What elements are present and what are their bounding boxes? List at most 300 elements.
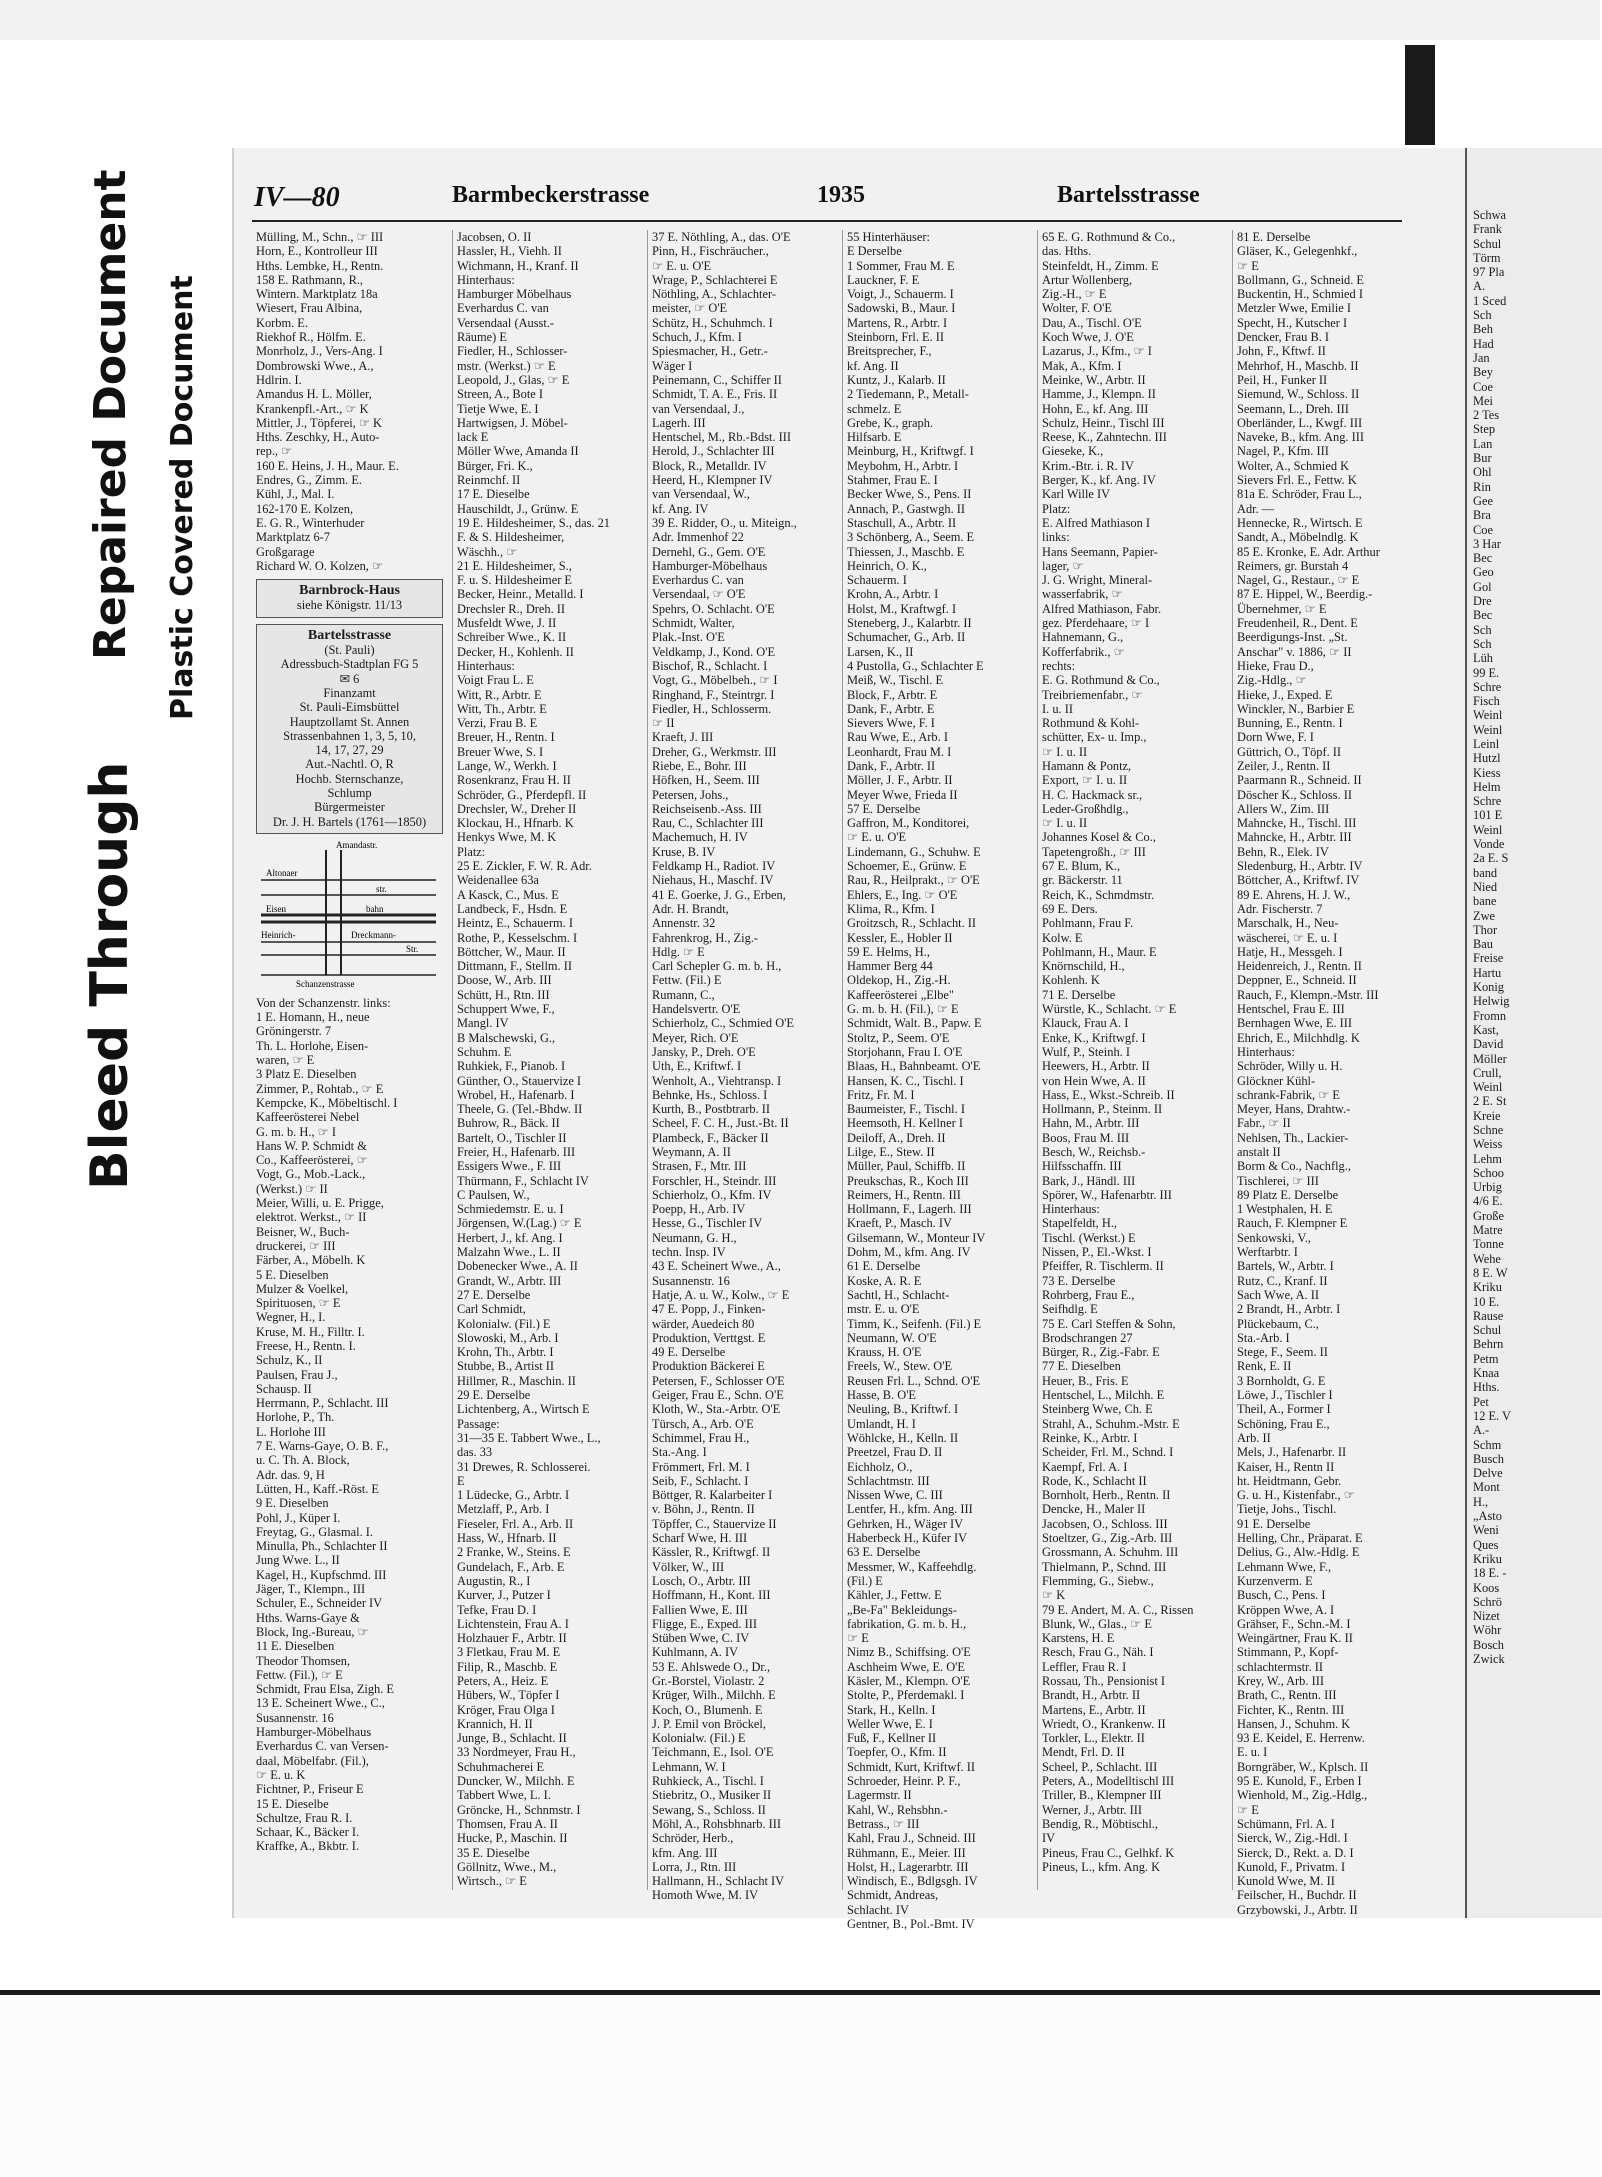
directory-entry: Steneberg, J., Kalarbtr. II (847, 616, 972, 631)
directory-entry: Monrholz, J., Vers-Ang. I (256, 344, 383, 359)
directory-entry: Kuntz, J., Kalarb. II (847, 372, 946, 387)
facing-page-fragment: Schul (1473, 236, 1502, 251)
directory-entry: Wulf, P., Steinh. I (1042, 1044, 1130, 1059)
directory-entry: Zimmer, P., Rohtab., ☞ E (256, 1081, 384, 1096)
facing-page-fragment: Mei (1473, 393, 1493, 408)
directory-entry: 160 E. Heins, J. H., Maur. E. (256, 458, 399, 473)
directory-entry: Wrage, P., Schlachterei E (652, 272, 778, 287)
directory-entry: Fuß, F., Kellner II (847, 1731, 937, 1746)
directory-entry: Hths. Warns-Gaye & (256, 1610, 360, 1625)
directory-entry: Stiebritz, O., Musiker II (652, 1788, 772, 1803)
directory-entry: Witt, R., Arbtr. E (457, 687, 542, 702)
directory-entry: druckerei, ☞ III (256, 1238, 336, 1253)
directory-entry: Handelsvertr. O'E (652, 1002, 741, 1017)
directory-entry: 31 Drewes, R. Schlosserei. (457, 1459, 591, 1474)
facing-page-fragment: H., (1473, 1494, 1489, 1509)
info-line: Hochb. Sternschanze, (295, 771, 404, 786)
directory-entry: Brodschrangen 27 (1042, 1330, 1133, 1345)
directory-entry: 1 Lüdecke, G., Arbtr. I (457, 1488, 570, 1503)
bartelsstrasse-title: Bartelsstrasse (307, 627, 392, 643)
directory-entry: Baumeister, F., Tischl. I (847, 1102, 965, 1117)
directory-entry: Torkler, L., Elektr. II (1042, 1731, 1145, 1746)
directory-entry: Feldkamp H., Radiot. IV (652, 859, 776, 874)
facing-page-fragment: Bec (1473, 551, 1493, 566)
directory-entry: Übernehmer, ☞ E (1237, 601, 1327, 616)
facing-page-fragment: Busch (1473, 1451, 1504, 1466)
directory-entry: Wolter, F. O'E (1042, 301, 1112, 316)
directory-entry: G. m. b. H. (Fil.), ☞ E (847, 1002, 959, 1017)
facing-page-fragment: Kriku (1473, 1551, 1502, 1566)
directory-entry: H. C. Hackmack sr., (1042, 787, 1143, 802)
directory-entry: Fettw. (Fil.) E (652, 973, 722, 988)
facing-page-fragment: Matre (1473, 1223, 1503, 1238)
directory-entry: 65 E. G. Rothmund & Co., (1042, 230, 1176, 244)
directory-entry: Hahnemann, G., (1042, 630, 1124, 645)
directory-entry: Kraeft, P., Masch. IV (847, 1216, 952, 1231)
directory-entry: Amandus H. L. Möller, (256, 387, 372, 402)
directory-entry: Pineus, Frau C., Gelhkf. K (1042, 1845, 1175, 1860)
directory-entry: Naveke, B., kfm. Ang. III (1237, 430, 1364, 445)
facing-page-fragment: Lan (1473, 436, 1493, 451)
directory-entry: Rau, C., Schlachter III (652, 816, 764, 831)
facing-page-fragment: Weinl (1473, 1080, 1503, 1095)
directory-entry: Beerdigungs-Inst. „St. (1237, 630, 1348, 645)
map-label-bahn: bahn (366, 903, 384, 914)
facing-page-fragment: bane (1473, 894, 1497, 909)
directory-entry: Holzhauer F., Arbtr. II (457, 1631, 567, 1646)
directory-entry: Meyer, Rich. O'E (652, 1030, 739, 1045)
directory-entry: Hatje, A. u. W., Kolw., ☞ E (652, 1287, 790, 1302)
facing-page-fragment: Thor (1473, 922, 1498, 937)
directory-entry: von Hein Wwe, A. II (1042, 1073, 1146, 1088)
directory-entry: Zig.-H., ☞ E (1042, 287, 1107, 302)
directory-entry: Lehmann, W. I (652, 1759, 726, 1774)
directory-entry: Hennecke, R., Wirtsch. E (1237, 515, 1363, 530)
directory-entry: 27 E. Derselbe (457, 1287, 531, 1302)
directory-entry: Paulsen, Frau J., (256, 1367, 338, 1382)
directory-entry: Sewang, S., Schloss. II (652, 1802, 766, 1817)
directory-entry: Flemming, G., Siebw., (1042, 1573, 1154, 1588)
directory-entry: Boos, Frau M. III (1042, 1130, 1130, 1145)
directory-entry: Von der Schanzenstr. links: (256, 995, 391, 1010)
directory-entry: Gläser, K., Gelegenhkf., (1237, 244, 1358, 259)
directory-entry: Rode, K., Schlacht II (1042, 1473, 1147, 1488)
directory-entry: Dohm, M., kfm. Ang. IV (847, 1245, 971, 1260)
directory-entry: Deppner, E., Schneid. II (1237, 973, 1357, 988)
directory-entry: 162-170 E. Kolzen, (256, 501, 354, 516)
directory-entry: Weymann, A. II (652, 1145, 731, 1159)
directory-entry: Schultze, Frau R. I. (256, 1810, 353, 1825)
directory-entry: 41 E. Goerke, J. G., Erben, (652, 887, 786, 902)
directory-entry: Kurzenverm. E (1237, 1573, 1313, 1588)
directory-entry: Grzybowski, J., Arbtr. II (1237, 1902, 1358, 1917)
directory-entry: Bartelt, O., Tischler II (457, 1130, 567, 1145)
facing-page-fragment: Wehe (1473, 1251, 1501, 1266)
directory-entry: Gieseke, K., (1042, 444, 1104, 459)
directory-entry: Kuhlmann, A. IV (652, 1645, 739, 1660)
directory-entry: Sierck, W., Zig.-Hdl. I (1237, 1831, 1348, 1846)
directory-entry: J. P. Emil von Bröckel, (652, 1716, 766, 1731)
directory-entry: Thielmann, P., Schnd. III (1042, 1559, 1167, 1574)
directory-entry: waren, ☞ E (256, 1053, 315, 1068)
directory-entry: Bunning, E., Rentn. I (1237, 716, 1343, 731)
directory-entry: Karstens, H. E (1042, 1631, 1115, 1646)
directory-entry: Arb. II (1237, 1430, 1271, 1445)
directory-entry: Tischlerei, ☞ III (1237, 1173, 1319, 1188)
directory-entry: ☞ K (1042, 1588, 1066, 1603)
directory-entry: ☞ E (847, 1631, 869, 1646)
directory-entry: Produktion, Verttgst. E (652, 1330, 766, 1345)
street-heading-right: Bartelsstrasse (1057, 182, 1200, 208)
directory-entry: Schierholz, C., Schmied O'E (652, 1016, 794, 1031)
facing-page-fragment: Schoo (1473, 1165, 1504, 1180)
directory-entry: Hdlg. ☞ E (652, 944, 705, 959)
facing-page-fragment: Helm (1473, 779, 1501, 794)
directory-entry: Ringhand, F., Steintrgr. I (652, 687, 775, 702)
directory-entry: Rumann, C., (652, 987, 715, 1002)
directory-entry: 7 E. Warns-Gaye, O. B. F., (256, 1439, 389, 1454)
directory-entry: 17 E. Dieselbe (457, 487, 530, 502)
directory-entry: Rothmund & Kohl- (1042, 716, 1140, 731)
barnbrock-haus-box (256, 579, 443, 618)
facing-page-fragment: Rin (1473, 479, 1491, 494)
directory-entry: Theele, G. (Tel.-Bhdw. II (457, 1102, 583, 1117)
directory-entry: Hübers, W., Töpfer I (457, 1688, 560, 1703)
directory-entry: Tietje, Johs., Tischl. (1237, 1502, 1337, 1517)
column-1 (252, 230, 447, 1890)
facing-page-fragment: 2a E. S (1473, 851, 1509, 866)
barnbrock-ref: siehe Königstr. 11/13 (296, 598, 403, 613)
directory-entry: Spirituosen, ☞ E (256, 1296, 341, 1311)
directory-entry: Block, Ing.-Bureau, ☞ (256, 1624, 369, 1639)
directory-entry: Borm & Co., Nachflg., (1237, 1159, 1351, 1174)
directory-entry: Marktplatz 6-7 (256, 530, 330, 545)
directory-entry: Allers W., Zim. III (1237, 801, 1330, 816)
directory-entry: Neuling, B., Kriftwf. I (847, 1402, 959, 1417)
directory-entry: Peinemann, C., Schiffer II (652, 372, 782, 387)
directory-entry: Schulz, Heinr., Tischl III (1042, 415, 1165, 430)
info-line: Adressbuch-Stadtplan FG 5 (280, 657, 419, 672)
directory-entry: Siemund, W., Schloss. II (1237, 387, 1360, 402)
directory-entry: Pohl, J., Küper I. (256, 1510, 341, 1525)
directory-entry: Rutz, C., Kranf. II (1237, 1273, 1328, 1288)
directory-entry: Resch, Frau G., Näh. I (1042, 1645, 1154, 1660)
directory-entry: Grossmann, A. Schuhm. III (1042, 1545, 1179, 1560)
directory-entry: Fettw. (Fil.), ☞ E (256, 1667, 343, 1682)
directory-entry: Lange, W., Werkh. I (457, 758, 557, 773)
directory-entry: mstr. E. u. O'E (847, 1302, 920, 1317)
directory-entry: Lorra, J., Rtn. III (652, 1859, 737, 1874)
map-label-heinrich: Heinrich- (261, 929, 296, 940)
directory-entry: Geiger, Frau E., Schn. O'E (652, 1388, 784, 1403)
directory-entry: Sachtl, H., Schlacht- (847, 1287, 950, 1302)
facing-page-fragment: Freise (1473, 951, 1504, 966)
directory-entry: Großgarage (256, 544, 315, 559)
directory-entry: Hasse, B. O'E (847, 1388, 916, 1403)
directory-entry: Hansen, K. C., Tischl. I (847, 1073, 964, 1088)
directory-entry: Krohn, A., Arbtr. I (847, 587, 939, 602)
facing-page-fragment: Ohl (1473, 465, 1492, 480)
directory-entry: Paarmann R., Schneid. II (1237, 773, 1362, 788)
directory-entry: 2 Brandt, H., Arbtr. I (1237, 1302, 1341, 1317)
directory-entry: Scheel, P., Schlacht. III (1042, 1759, 1158, 1774)
directory-entry: Hinterhaus: (457, 272, 515, 287)
directory-entry: mstr. (Werkst.) ☞ E (457, 358, 556, 373)
directory-entry: F. & S. Hildesheimer, (457, 530, 565, 545)
facing-page-fragment: Ques (1473, 1537, 1499, 1552)
directory-entry: Krauss, H. O'E (847, 1345, 922, 1360)
directory-entry: Dorn Wwe, F. I (1237, 730, 1314, 745)
directory-entry: J. G. Wright, Mineral- (1042, 573, 1153, 588)
directory-entry: Neumann, G. H., (652, 1230, 737, 1245)
directory-entry: Nöthling, A., Schlachter- (652, 287, 776, 302)
directory-entry: Kohlenh. K (1042, 973, 1100, 988)
directory-entry: Co., Kaffeerösterei, ☞ (256, 1153, 368, 1168)
directory-entry: Kraffke, A., Bkbtr. I. (256, 1839, 360, 1854)
facing-page-fragment: Bau (1473, 937, 1493, 952)
directory-entry: ☞ I. u. II (1042, 816, 1088, 831)
directory-entry: Seifhdlg. E (1042, 1302, 1098, 1317)
directory-entry: Ruhkieck, A., Tischl. I (652, 1774, 764, 1789)
facing-page-fragment: 101 E (1473, 808, 1503, 823)
directory-entry: Produktion Bäckerei E (652, 1359, 765, 1374)
directory-entry: Behnke, Hs., Schloss. I (652, 1087, 768, 1102)
directory-entry: Hths. Zeschky, H., Auto- (256, 430, 380, 445)
directory-entry: Jung Wwe. L., II (256, 1553, 340, 1568)
directory-entry: 63 E. Derselbe (847, 1545, 921, 1560)
facing-page-fragment: Helwig (1473, 994, 1510, 1009)
directory-entry: Heewers, H., Arbtr. II (1042, 1059, 1150, 1074)
directory-entry: Lentfer, H., kfm. Ang. III (847, 1502, 973, 1517)
directory-entry: Plambeck, F., Bäcker II (652, 1130, 769, 1145)
facing-page-fragment: Rause (1473, 1308, 1504, 1323)
directory-entry: Krohn, Th., Arbtr. I (457, 1345, 554, 1360)
directory-entry: Meinburg, H., Kriftwgf. I (847, 444, 974, 459)
directory-entry: Staschull, A., Arbtr. II (847, 515, 957, 530)
directory-entry: 95 E. Kunold, F., Erben I (1237, 1774, 1362, 1789)
directory-entry: Mak, A., Kfm. I (1042, 358, 1122, 373)
directory-entry: Kröppen Wwe, A. I (1237, 1602, 1335, 1617)
directory-entry: Preetzel, Frau D. II (847, 1445, 943, 1460)
directory-entry: 81 E. Derselbe (1237, 230, 1311, 244)
directory-entry: Fiedler, H., Schlosser- (457, 344, 568, 359)
directory-entry: u. C. Th. A. Block, (256, 1453, 350, 1468)
directory-entry: Rau Wwe, E., Arb. I (847, 730, 948, 745)
directory-entry: Berger, K., kf. Ang. IV (1042, 473, 1156, 488)
directory-entry: Schuppert Wwe, F., (457, 1002, 555, 1017)
facing-page-fragment: Beh (1473, 322, 1493, 337)
directory-entry: Koske, A. R. E (847, 1273, 922, 1288)
directory-entry: Hamburger-Möbelhaus (256, 1725, 372, 1740)
directory-entry: Fieseler, Frl. A., Arb. II (457, 1516, 574, 1531)
directory-entry: Hentschel, M., Rb.-Bdst. III (652, 430, 792, 445)
directory-entry: Plückebaum, C., (1237, 1316, 1319, 1331)
directory-entry: Wienhold, M., Zig.-Hdlg., (1237, 1788, 1368, 1803)
directory-entry: Seib, F., Schlacht. I (652, 1473, 749, 1488)
directory-entry: Kruse, B. IV (652, 844, 716, 859)
directory-entry: Hinterhaus: (1237, 1044, 1295, 1059)
directory-entry: Junge, B., Schlacht. II (457, 1731, 567, 1746)
directory-entry: Lichtenstein, Frau A. I (457, 1616, 569, 1631)
directory-entry: wasserfabrik, ☞ (1042, 587, 1123, 602)
directory-entry: Wintern. Marktplatz 18a (256, 287, 378, 302)
directory-entry: Bendig, R., Möbtischl., (1042, 1816, 1158, 1831)
directory-entry: Everhardus C. van Versen- (256, 1739, 389, 1754)
directory-entry: 4 Pustolla, G., Schlachter E (847, 658, 984, 673)
directory-entry: 79 E. Andert, M. A. C., Rissen (1042, 1602, 1194, 1617)
directory-entry: 1 Westphalen, H. E (1237, 1202, 1333, 1217)
directory-entry: Mittler, J., Töpferei, ☞ K (256, 415, 383, 430)
directory-entry: Schreiber Wwe., K. II (457, 630, 567, 645)
directory-entry: Rohrberg, Frau E., (1042, 1287, 1135, 1302)
directory-entry: Storjohann, Frau I. O'E (847, 1044, 963, 1059)
directory-entry: Völker, W., III (652, 1559, 725, 1574)
directory-entry: Freels, W., Stew. O'E (847, 1359, 953, 1374)
directory-entry: Schröder, Willy u. H. (1237, 1059, 1343, 1074)
directory-entry: Thomsen, Frau A. II (457, 1816, 558, 1831)
directory-entry: Vogt, G., Möbelbeh., ☞ I (652, 673, 778, 688)
directory-entry: Minulla, Ph., Schlachter II (256, 1539, 388, 1554)
directory-entry: Fichtner, P., Friseur E (256, 1782, 364, 1797)
directory-entry: Gentner, B., Pol.-Bmt. IV (847, 1917, 975, 1932)
directory-entry: 75 E. Carl Steffen & Sohn, (1042, 1316, 1176, 1331)
directory-entry: Steinborn, Frl. E. II (847, 330, 945, 345)
facing-page-fragment: Step (1473, 422, 1496, 437)
directory-entry: Tischl. (Werkst.) E (1042, 1230, 1136, 1245)
directory-entry: Schulz, K., II (256, 1353, 323, 1368)
directory-entry: Winckler, N., Barbier E (1237, 701, 1355, 716)
directory-entry: Strasen, F., Mtr. III (652, 1159, 747, 1174)
info-line: Strassenbahnen 1, 3, 5, 10, (283, 728, 416, 743)
directory-entry: E (457, 1473, 465, 1488)
directory-entry: Göllnitz, Wwe., M., (457, 1859, 557, 1874)
directory-entry: Stoltz, P., Seem. O'E (847, 1030, 950, 1045)
facing-page-fragment: Jan (1473, 350, 1490, 365)
barnbrock-title: Barnbrock-Haus (299, 583, 400, 599)
directory-entry: Böttcher, W., Maur. II (457, 944, 566, 959)
directory-entry: Würstle, K., Schlacht. ☞ E (1042, 1002, 1177, 1017)
directory-entry: 47 E. Popp, J., Finken- (652, 1302, 766, 1317)
directory-entry: Duncker, W., Milchh. E (457, 1774, 575, 1789)
directory-entry: Wrobel, H., Hafenarb. I (457, 1087, 575, 1102)
directory-entry: Voigt Frau L. E (457, 673, 534, 688)
facing-page-fragment: Kiess (1473, 765, 1501, 780)
directory-entry: Stege, F., Seem. II (1237, 1345, 1328, 1360)
directory-entry: Breitsprecher, F., (847, 344, 932, 359)
directory-entry: Hesse, G., Tischler IV (652, 1216, 763, 1231)
directory-entry: 21 E. Hildesheimer, S., (457, 558, 572, 573)
facing-page-fragment: 12 E. V (1473, 1408, 1511, 1423)
directory-entry: Rau, R., Heilprakt., ☞ O'E (847, 873, 980, 888)
directory-entry: Rosenkranz, Frau H. II (457, 773, 571, 788)
facing-page-fragment: Pet (1473, 1394, 1489, 1409)
facing-page-fragment: Kriku (1473, 1280, 1502, 1295)
facing-page-fragment: Crull, (1473, 1065, 1502, 1080)
directory-entry: Vogt, G., Mob.-Lack., (256, 1167, 366, 1182)
directory-entry: elektrot. Werkst., ☞ II (256, 1210, 367, 1225)
directory-entry: Leonhardt, Frau M. I (847, 744, 952, 759)
directory-entry: Stapelfeldt, H., (1042, 1216, 1118, 1231)
directory-entry: Wenholt, A., Viehtransp. I (652, 1073, 782, 1088)
directory-entry: Spehrs, O. Schlacht. O'E (652, 601, 775, 616)
directory-entry: Kloth, W., Sta.-Arbtr. O'E (652, 1402, 781, 1417)
directory-entry: Export, ☞ I. u. II (1042, 773, 1128, 788)
directory-entry: Lauckner, F. E (847, 272, 920, 287)
directory-entry: Freudenheil, R., Dent. E (1237, 616, 1358, 631)
facing-page-fragment: Sch (1473, 308, 1492, 323)
facing-page-fragment: 2 E. St (1473, 1094, 1507, 1109)
directory-entry: Meybohm, H., Arbtr. I (847, 458, 959, 473)
facing-page-fragment: A. (1473, 279, 1486, 294)
facing-page-fragment: Schm (1473, 1437, 1502, 1452)
directory-entry: Koch Wwe, J. O'E (1042, 330, 1134, 345)
directory-entry: Mangl. IV (457, 1016, 509, 1031)
directory-entry: Passage: (457, 1416, 500, 1431)
directory-entry: Jansky, P., Dreh. O'E (652, 1044, 756, 1059)
directory-entry: Delius, G., Alw.-Hdlg. E (1237, 1545, 1360, 1560)
directory-entry: Eichholz, O., (847, 1459, 913, 1474)
directory-entry: IV (1042, 1831, 1056, 1846)
directory-entry: Horlohe, P., Th. (256, 1410, 335, 1425)
directory-entry: Bark, J., Händl. III (1042, 1173, 1136, 1188)
directory-entry: Freytag, G., Glasmal. I. (256, 1524, 373, 1539)
directory-entry: Hatje, H., Messgeh. I (1237, 944, 1343, 959)
directory-entry: Freier, H., Hafenarb. III (457, 1145, 576, 1159)
directory-entry: F. u. S. Hildesheimer E (457, 573, 572, 588)
directory-entry: Hansen, J., Schuhm. K (1237, 1716, 1351, 1731)
directory-entry: Klauck, Frau A. I (1042, 1016, 1129, 1031)
directory-entry: Schausp. II (256, 1381, 312, 1396)
directory-entry: Dombrowski Wwe., A., (256, 358, 374, 373)
directory-entry: Fabr., ☞ II (1237, 1116, 1291, 1131)
directory-entry: Böttger, R. Kalarbeiter I (652, 1488, 773, 1503)
directory-entry: Jacobsen, O. II (457, 230, 532, 244)
directory-entry: Nagel, P., Kfm. III (1237, 444, 1329, 459)
label-repaired-document: Repaired Document (85, 169, 136, 660)
directory-entry: Riebe, E., Bohr. III (652, 758, 747, 773)
directory-entry: Sledenburg, H., Arbtr. IV (1237, 859, 1363, 874)
directory-entry: 39 E. Ridder, O., u. Miteign., (652, 515, 797, 530)
directory-entry: Johannes Kosel & Co., (1042, 830, 1156, 845)
directory-entry: 5 E. Dieselben (256, 1267, 329, 1282)
directory-entry: 61 E. Derselbe (847, 1259, 921, 1274)
directory-entry: Schaar, K., Bäcker I. (256, 1825, 360, 1840)
directory-entry: Schlachtmstr. III (847, 1473, 930, 1488)
directory-entry: Klima, R., Kfm. I (847, 901, 935, 916)
directory-entry: Dernehl, G., Gem. O'E (652, 544, 766, 559)
directory-entry: Mendt, Frl. D. II (1042, 1745, 1125, 1760)
directory-entry: Kaffeerösterei „Elbe" (847, 987, 954, 1002)
page-number: IV—80 (254, 182, 340, 213)
directory-entry: Annach, P., Gastwgh. II (847, 501, 966, 516)
directory-entry: Losch, O., Arbtr. III (652, 1573, 751, 1588)
directory-entry: Jacobsen, O., Schloss. III (1042, 1516, 1168, 1531)
directory-entry: Pfeiffer, R. Tischlerm. II (1042, 1259, 1164, 1274)
directory-entry: Thürmann, F., Schlacht IV (457, 1173, 589, 1188)
directory-entry: Marschalk, H., Neu- (1237, 916, 1339, 931)
facing-page-fragment: Frank (1473, 222, 1502, 237)
directory-entry: Preukschas, R., Koch III (847, 1173, 969, 1188)
directory-entry: Ehrich, E., Milchhdlg. K (1237, 1030, 1360, 1045)
directory-entry: Hinterhaus: (457, 658, 515, 673)
facing-page-fragment: Kast, (1473, 1022, 1499, 1037)
facing-page-fragment: 3 Har (1473, 536, 1501, 551)
directory-entry: Frömmert, Frl. M. I (652, 1459, 750, 1474)
directory-entry: Martens, E., Arbtr. II (1042, 1702, 1146, 1717)
directory-entry: (Werkst.) ☞ II (256, 1181, 328, 1196)
directory-entry: „Be-Fa" Bekleidungs- (847, 1602, 958, 1617)
directory-entry: I. u. II (1042, 701, 1073, 716)
